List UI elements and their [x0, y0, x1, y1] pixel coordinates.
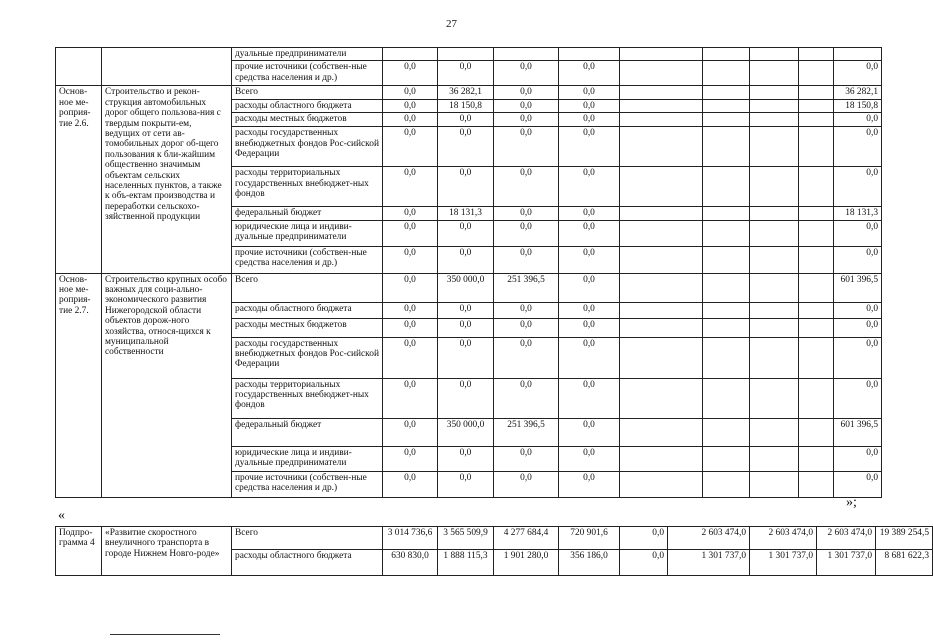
value-cell: 0,0	[559, 113, 620, 127]
value-cell: 0,0	[559, 246, 620, 273]
subprogram-table	[55, 526, 933, 576]
value-cell: 0,0	[438, 318, 494, 337]
value-cell	[799, 220, 834, 246]
value-cell	[703, 337, 750, 378]
funding-source-cell: прочие источники (собствен-ные средства населения и др.)	[232, 61, 383, 86]
value-cell	[703, 48, 750, 61]
value-cell	[620, 61, 703, 86]
value-cell	[750, 471, 799, 497]
activity-code: Основ-ное ме-роприя-тие 2.6.	[56, 86, 102, 273]
value-cell: 0,0	[438, 246, 494, 273]
value-cell	[799, 246, 834, 273]
value-cell: 356 186,0	[559, 550, 620, 576]
activity-code: Подпро-грамма 4	[56, 527, 102, 576]
funding-source-cell: расходы местных бюджетов	[232, 318, 383, 337]
value-cell: 0,0	[620, 550, 668, 576]
value-cell: 251 396,5	[494, 273, 559, 302]
value-cell	[750, 378, 799, 418]
value-cell: 0,0	[438, 61, 494, 86]
value-cell: 0,0	[494, 61, 559, 86]
value-cell: 0,0	[383, 246, 438, 273]
funding-source-cell: прочие источники (собствен-ные средства населения и др.)	[232, 246, 383, 273]
value-cell: 0,0	[383, 61, 438, 86]
page-number: 27	[446, 18, 457, 30]
value-cell: 0,0	[383, 302, 438, 318]
value-cell	[703, 127, 750, 167]
value-cell: 1 888 115,3	[438, 550, 494, 576]
table-row	[56, 527, 933, 550]
value-cell	[494, 48, 559, 61]
value-cell	[750, 318, 799, 337]
value-cell	[703, 378, 750, 418]
activity-name	[102, 48, 232, 86]
value-cell	[799, 99, 834, 112]
value-cell: 0,0	[494, 167, 559, 207]
value-cell	[799, 48, 834, 61]
value-cell: 0,0	[559, 318, 620, 337]
value-cell: 0,0	[383, 378, 438, 418]
value-cell: 0,0	[383, 99, 438, 112]
value-cell: 0,0	[494, 86, 559, 99]
funding-source-cell: расходы государственных внебюджетных фондов Рос-сийской Федерации	[232, 127, 383, 167]
value-cell	[438, 48, 494, 61]
opening-quote: «	[58, 508, 65, 523]
value-cell: 0,0	[559, 86, 620, 99]
value-cell: 0,0	[559, 61, 620, 86]
value-cell	[750, 446, 799, 471]
value-cell: 0,0	[494, 99, 559, 112]
value-cell: 0,0	[494, 207, 559, 220]
value-cell	[799, 471, 834, 497]
value-cell	[834, 48, 882, 61]
value-cell: 0,0	[383, 273, 438, 302]
funding-source-cell: расходы областного бюджета	[232, 99, 383, 112]
value-cell: 0,0	[834, 318, 882, 337]
value-cell	[703, 471, 750, 497]
value-cell: 0,0	[494, 302, 559, 318]
value-cell: 0,0	[438, 337, 494, 378]
value-cell: 0,0	[383, 337, 438, 378]
value-cell: 0,0	[383, 418, 438, 446]
footer-rule	[110, 634, 220, 635]
value-cell: 1 901 280,0	[494, 550, 559, 576]
value-cell: 0,0	[383, 167, 438, 207]
value-cell	[703, 273, 750, 302]
value-cell: 0,0	[383, 127, 438, 167]
value-cell: 0,0	[494, 471, 559, 497]
value-cell	[750, 337, 799, 378]
value-cell: 0,0	[834, 446, 882, 471]
value-cell: 18 131,3	[438, 207, 494, 220]
value-cell	[703, 246, 750, 273]
value-cell: 0,0	[834, 378, 882, 418]
funding-source-cell: расходы местных бюджетов	[232, 113, 383, 127]
value-cell: 0,0	[438, 127, 494, 167]
value-cell	[799, 61, 834, 86]
value-cell: 0,0	[559, 337, 620, 378]
funding-source-cell: федеральный бюджет	[232, 418, 383, 446]
value-cell	[620, 418, 703, 446]
value-cell	[620, 167, 703, 207]
value-cell: 18 150,8	[834, 99, 882, 112]
value-cell: 1 301 737,0	[668, 550, 750, 576]
value-cell: 0,0	[559, 471, 620, 497]
value-cell	[383, 48, 438, 61]
value-cell: 0,0	[559, 273, 620, 302]
value-cell: 350 000,0	[438, 273, 494, 302]
value-cell: 0,0	[834, 220, 882, 246]
funding-table	[55, 47, 882, 498]
value-cell	[620, 378, 703, 418]
value-cell	[703, 61, 750, 86]
value-cell: 0,0	[494, 127, 559, 167]
value-cell: 0,0	[383, 446, 438, 471]
value-cell: 18 131,3	[834, 207, 882, 220]
value-cell: 3 014 736,6	[383, 527, 438, 550]
activity-code: Основ-ное ме-роприя-тие 2.7.	[56, 273, 102, 497]
value-cell	[799, 207, 834, 220]
value-cell: 0,0	[383, 471, 438, 497]
value-cell	[703, 302, 750, 318]
value-cell: 720 901,6	[559, 527, 620, 550]
value-cell: 0,0	[559, 418, 620, 446]
value-cell	[799, 167, 834, 207]
value-cell	[703, 446, 750, 471]
value-cell	[620, 471, 703, 497]
value-cell	[799, 86, 834, 99]
value-cell	[703, 318, 750, 337]
value-cell	[703, 99, 750, 112]
value-cell	[559, 48, 620, 61]
value-cell	[799, 113, 834, 127]
activity-name: «Развитие скоростного внеуличного транспорта в городе Нижнем Новго-роде»	[102, 527, 232, 576]
value-cell: 36 282,1	[438, 86, 494, 99]
value-cell: 4 277 684,4	[494, 527, 559, 550]
value-cell	[750, 48, 799, 61]
value-cell: 0,0	[834, 127, 882, 167]
value-cell: 1 301 737,0	[750, 550, 817, 576]
value-cell: 0,0	[834, 246, 882, 273]
value-cell: 2 603 474,0	[817, 527, 876, 550]
activity-name: Строительство и рекон-струкция автомобильных дорог общего пользова-ния с твердым покрыти-ем, ведущих от сети ав-томобильных дорог об-щего пользования к бли-жайшим общественно значимым объектам сельских населенных пунктов, а также к объ-ектам производства и переработки сельскохо-зяйственной продукции	[102, 86, 232, 273]
funding-source-cell: Всего	[232, 86, 383, 99]
value-cell	[703, 167, 750, 207]
value-cell	[620, 207, 703, 220]
funding-source-cell: дуальные предприниматели	[232, 48, 383, 61]
value-cell	[620, 318, 703, 337]
value-cell	[620, 99, 703, 112]
value-cell: 0,0	[834, 61, 882, 86]
value-cell	[620, 273, 703, 302]
value-cell: 0,0	[383, 220, 438, 246]
value-cell: 0,0	[620, 527, 668, 550]
value-cell: 601 396,5	[834, 418, 882, 446]
value-cell: 18 150,8	[438, 99, 494, 112]
value-cell: 0,0	[559, 378, 620, 418]
value-cell	[799, 446, 834, 471]
value-cell: 0,0	[494, 337, 559, 378]
value-cell	[750, 418, 799, 446]
value-cell: 0,0	[834, 471, 882, 497]
value-cell: 251 396,5	[494, 418, 559, 446]
funding-source-cell: Всего	[232, 273, 383, 302]
value-cell	[799, 302, 834, 318]
value-cell: 630 830,0	[383, 550, 438, 576]
value-cell	[620, 246, 703, 273]
value-cell	[750, 61, 799, 86]
value-cell	[620, 220, 703, 246]
value-cell: 0,0	[494, 378, 559, 418]
value-cell	[799, 318, 834, 337]
value-cell: 8 681 622,3	[876, 550, 933, 576]
value-cell: 0,0	[559, 302, 620, 318]
value-cell	[620, 446, 703, 471]
funding-source-cell: расходы областного бюджета	[232, 302, 383, 318]
value-cell: 0,0	[559, 127, 620, 167]
value-cell: 36 282,1	[834, 86, 882, 99]
funding-source-cell: юридические лица и индиви-дуальные предприниматели	[232, 446, 383, 471]
value-cell: 0,0	[494, 446, 559, 471]
value-cell	[750, 113, 799, 127]
value-cell	[750, 127, 799, 167]
value-cell	[799, 273, 834, 302]
value-cell: 0,0	[438, 446, 494, 471]
value-cell: 0,0	[834, 113, 882, 127]
funding-source-cell: Всего	[232, 527, 383, 550]
value-cell	[620, 337, 703, 378]
value-cell: 0,0	[438, 302, 494, 318]
value-cell: 0,0	[559, 99, 620, 112]
value-cell	[799, 337, 834, 378]
value-cell	[799, 378, 834, 418]
value-cell	[703, 113, 750, 127]
funding-source-cell: федеральный бюджет	[232, 207, 383, 220]
value-cell: 0,0	[494, 220, 559, 246]
funding-source-cell: расходы территориальных государственных внебюджет-ных фондов	[232, 378, 383, 418]
value-cell	[620, 302, 703, 318]
closing-quote: »;	[846, 495, 857, 510]
funding-source-cell: прочие источники (собствен-ные средства населения и др.)	[232, 471, 383, 497]
value-cell: 0,0	[494, 113, 559, 127]
value-cell	[750, 302, 799, 318]
value-cell: 2 603 474,0	[668, 527, 750, 550]
value-cell: 0,0	[383, 113, 438, 127]
value-cell	[750, 86, 799, 99]
value-cell: 0,0	[438, 113, 494, 127]
value-cell: 0,0	[438, 167, 494, 207]
value-cell: 0,0	[438, 378, 494, 418]
value-cell: 0,0	[559, 167, 620, 207]
funding-source-cell: расходы областного бюджета	[232, 550, 383, 576]
value-cell	[750, 207, 799, 220]
value-cell	[703, 207, 750, 220]
value-cell	[620, 48, 703, 61]
value-cell: 0,0	[383, 207, 438, 220]
value-cell	[703, 418, 750, 446]
value-cell: 0,0	[559, 207, 620, 220]
value-cell	[799, 418, 834, 446]
table-row	[56, 273, 882, 302]
table-row	[56, 86, 882, 99]
funding-source-cell: юридические лица и индиви-дуальные предприниматели	[232, 220, 383, 246]
value-cell	[750, 273, 799, 302]
value-cell: 0,0	[494, 246, 559, 273]
value-cell: 2 603 474,0	[750, 527, 817, 550]
value-cell	[750, 99, 799, 112]
activity-code	[56, 48, 102, 86]
table-row	[56, 48, 882, 61]
activity-name: Строительство крупных особо важных для соци-ально-экономического развития Нижегородской области объектов дорож-ного хозяйства, относя-щихся к муниципальной собственности	[102, 273, 232, 497]
value-cell: 0,0	[834, 337, 882, 378]
value-cell	[620, 86, 703, 99]
value-cell: 0,0	[494, 318, 559, 337]
value-cell	[620, 127, 703, 167]
value-cell: 0,0	[834, 167, 882, 207]
value-cell: 19 389 254,5	[876, 527, 933, 550]
value-cell: 0,0	[559, 220, 620, 246]
value-cell: 0,0	[438, 471, 494, 497]
value-cell: 601 396,5	[834, 273, 882, 302]
value-cell	[620, 113, 703, 127]
value-cell: 0,0	[383, 86, 438, 99]
value-cell	[799, 127, 834, 167]
funding-source-cell: расходы территориальных государственных внебюджет-ных фондов	[232, 167, 383, 207]
value-cell	[750, 167, 799, 207]
value-cell: 0,0	[559, 446, 620, 471]
value-cell	[703, 220, 750, 246]
funding-source-cell: расходы государственных внебюджетных фондов Рос-сийской Федерации	[232, 337, 383, 378]
value-cell: 0,0	[383, 318, 438, 337]
value-cell	[750, 246, 799, 273]
value-cell	[750, 220, 799, 246]
value-cell: 0,0	[438, 220, 494, 246]
value-cell	[703, 86, 750, 99]
value-cell: 1 301 737,0	[817, 550, 876, 576]
value-cell: 350 000,0	[438, 418, 494, 446]
value-cell: 3 565 509,9	[438, 527, 494, 550]
value-cell: 0,0	[834, 302, 882, 318]
